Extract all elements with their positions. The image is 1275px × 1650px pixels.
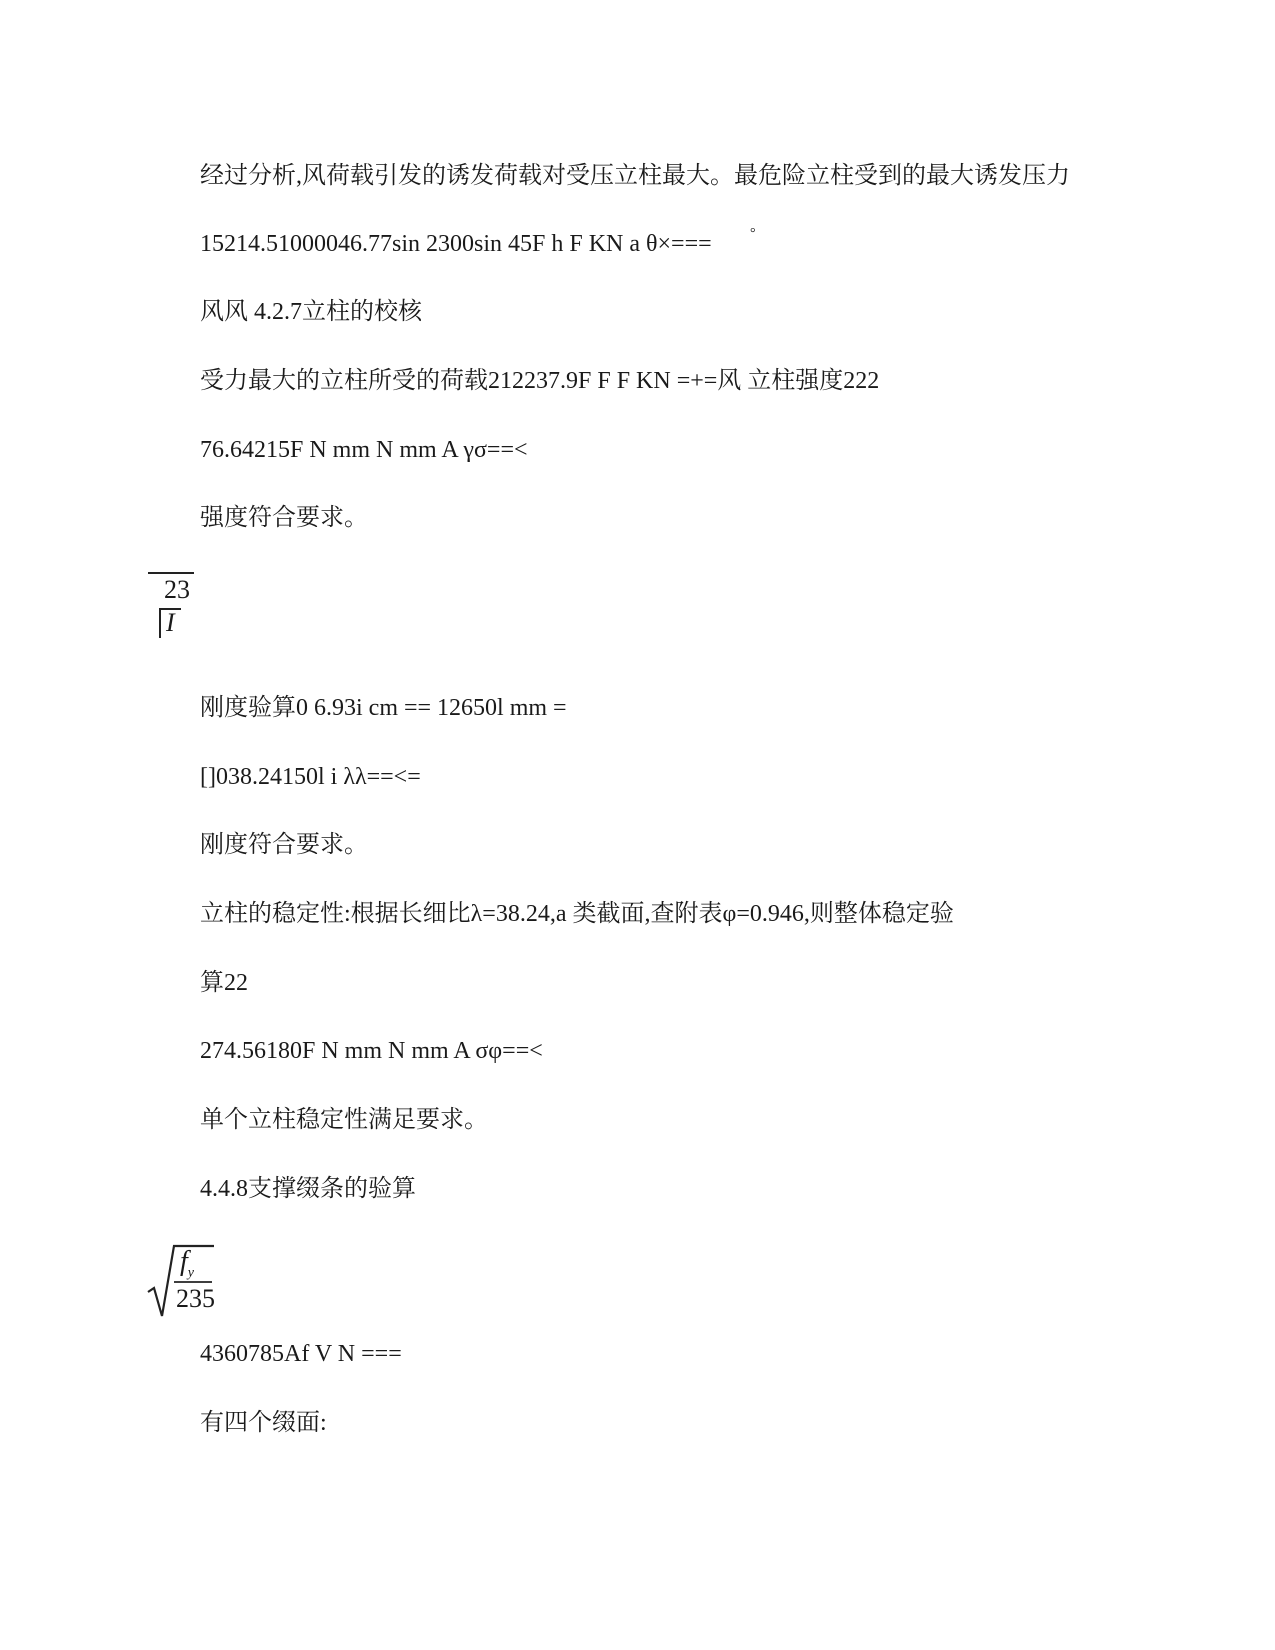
text-line: 15214.51000046.77sin 2300sin 45F h F KN a θ×=== bbox=[200, 231, 712, 257]
text-line: 4.4.8支撑缀条的验算 bbox=[200, 1176, 416, 1202]
sqrt-bar bbox=[159, 608, 161, 638]
formula-top: 23 bbox=[164, 575, 190, 604]
text-line: 76.64215F N mm N mm A γσ==< bbox=[200, 437, 528, 463]
text-line: 单个立柱稳定性满足要求。 bbox=[200, 1107, 488, 1133]
text-line: 受力最大的立柱所受的荷载212237.9F F F KN =+=风 立柱强度222 bbox=[200, 368, 880, 394]
formula-denominator: 235 bbox=[176, 1284, 215, 1313]
text-line: 经过分析,风荷载引发的诱发荷载对受压立柱最大。最危险立柱受到的最大诱发压力 bbox=[200, 163, 1070, 189]
text-line: 274.56180F N mm N mm A σφ==< bbox=[200, 1038, 543, 1064]
numerator-subscript: y bbox=[187, 1265, 194, 1281]
text-line: 4360785Af V N === bbox=[200, 1341, 402, 1367]
text-line: []038.24150l i λλ==<= bbox=[200, 764, 421, 790]
text-line: 风风 4.2.7立柱的校核 bbox=[200, 299, 422, 325]
text-line: 算22 bbox=[200, 970, 248, 996]
text-line: 立柱的稳定性:根据长细比λ=38.24,a 类截面,查附表φ=0.946,则整体稳定验 bbox=[200, 901, 954, 927]
formula-bottom: I bbox=[166, 608, 175, 637]
text-line: 有四个缀面: bbox=[200, 1410, 327, 1436]
overline bbox=[148, 572, 194, 574]
degree-mark: ° bbox=[750, 226, 756, 241]
text-line: 强度符合要求。 bbox=[200, 505, 368, 531]
text-line: 刚度符合要求。 bbox=[200, 832, 368, 858]
formula-image-1 bbox=[148, 572, 198, 648]
text-line: 刚度验算0 6.93i cm == 12650l mm = bbox=[200, 695, 567, 721]
formula-image-2 bbox=[146, 1240, 216, 1320]
numerator-f: f bbox=[180, 1246, 188, 1277]
